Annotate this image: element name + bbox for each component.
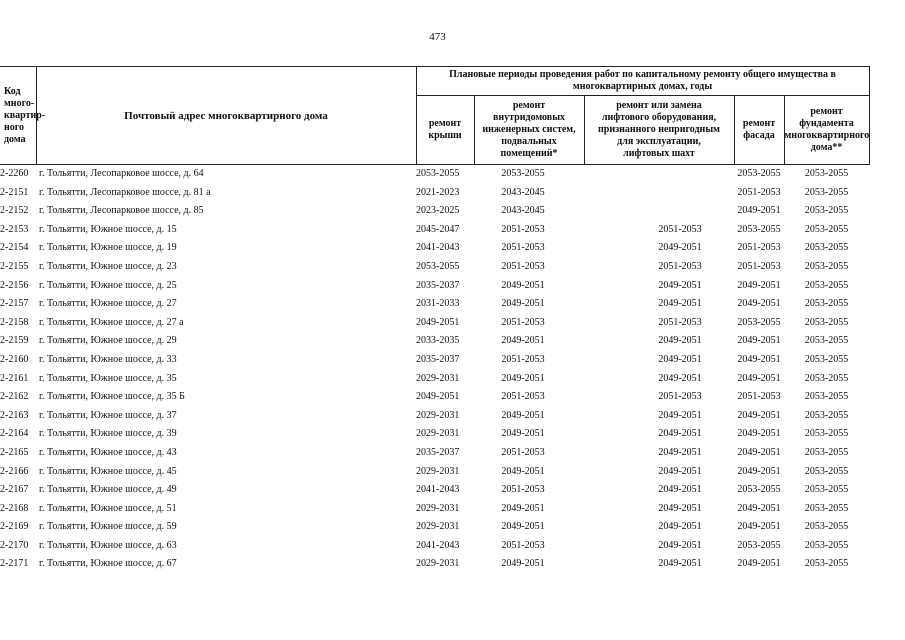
table-row xyxy=(0,239,869,258)
cell-elevator: 2049-2051 xyxy=(658,484,702,496)
cell-code: 2-2163 xyxy=(0,409,29,421)
header-line: подвальных xyxy=(501,136,557,147)
cell-address: г. Тольятти, Южное шоссе, д. 37 xyxy=(39,409,177,421)
header-line: ремонт xyxy=(810,106,843,117)
cell-facade: 2049-2051 xyxy=(737,205,781,217)
header-line: квартир- xyxy=(4,109,46,121)
header-line: фундамента xyxy=(799,118,854,129)
cell-code: 2-2151 xyxy=(0,186,29,198)
cell-foundation: 2053-2055 xyxy=(804,428,849,440)
cell-facade: 2051-2053 xyxy=(737,242,781,254)
cell-address: г. Тольятти, Южное шоссе, д. 67 xyxy=(39,558,177,570)
repair-schedule-table-wrap xyxy=(0,66,870,574)
cell-facade: 2049-2051 xyxy=(737,465,781,477)
cell-code: 2-2155 xyxy=(0,260,29,272)
table-row xyxy=(0,295,869,314)
header-facade-repair xyxy=(734,96,784,165)
cell-code: 2-2170 xyxy=(0,539,29,551)
cell-facade: 2053-2055 xyxy=(737,168,781,179)
table-row xyxy=(0,388,869,407)
cell-address: г. Тольятти, Южное шоссе, д. 39 xyxy=(39,428,177,440)
table-row xyxy=(0,277,869,296)
cell-systems: 2049-2051 xyxy=(501,558,545,570)
cell-address: г. Тольятти, Южное шоссе, д. 29 xyxy=(39,335,177,347)
cell-elevator: 2049-2051 xyxy=(658,298,702,310)
cell-code: 2-2156 xyxy=(0,279,29,291)
cell-foundation: 2053-2055 xyxy=(804,521,849,533)
cell-foundation: 2053-2055 xyxy=(804,316,849,328)
cell-foundation: 2053-2055 xyxy=(804,558,849,570)
cell-address: г. Тольятти, Южное шоссе, д. 63 xyxy=(39,539,177,551)
table-row xyxy=(0,221,869,240)
header-line: крыши xyxy=(428,130,462,141)
cell-foundation: 2053-2055 xyxy=(804,279,849,291)
table-row xyxy=(0,258,869,277)
header-line: внутридомовых xyxy=(492,112,566,123)
cell-roof: 2029-2031 xyxy=(416,465,460,477)
cell-address: г. Тольятти, Южное шоссе, д. 43 xyxy=(39,446,177,458)
cell-address: г. Тольятти, Южное шоссе, д. 35 xyxy=(39,372,177,384)
cell-foundation: 2053-2055 xyxy=(804,205,849,217)
cell-facade: 2053-2055 xyxy=(737,484,781,496)
table-row xyxy=(0,407,869,426)
cell-foundation: 2053-2055 xyxy=(804,465,849,477)
table-row xyxy=(0,314,869,333)
cell-code: 2-2154 xyxy=(0,242,29,254)
cell-address: г. Тольятти, Южное шоссе, д. 49 xyxy=(39,484,177,496)
cell-address: г. Тольятти, Лесопарковое шоссе, д. 85 xyxy=(39,205,204,217)
cell-foundation: 2053-2055 xyxy=(804,484,849,496)
cell-elevator: 2049-2051 xyxy=(658,428,702,440)
cell-elevator: 2051-2053 xyxy=(658,260,702,272)
cell-foundation: 2053-2055 xyxy=(804,335,849,347)
cell-facade: 2049-2051 xyxy=(737,521,781,533)
cell-foundation: 2053-2055 xyxy=(804,446,849,458)
cell-roof: 2023-2025 xyxy=(416,205,460,217)
cell-elevator: 2049-2051 xyxy=(658,335,702,347)
cell-foundation: 2053-2055 xyxy=(804,186,849,198)
table-row xyxy=(0,463,869,482)
cell-systems: 2051-2053 xyxy=(501,391,545,403)
cell-code: 2-2171 xyxy=(0,558,29,570)
cell-facade: 2049-2051 xyxy=(737,353,781,365)
cell-elevator: 2051-2053 xyxy=(658,223,702,235)
cell-elevator: 2049-2051 xyxy=(658,279,702,291)
cell-roof: 2049-2051 xyxy=(416,391,460,403)
cell-systems: 2053-2055 xyxy=(501,168,545,179)
cell-roof: 2029-2031 xyxy=(416,372,460,384)
header-line: лифтового оборудования, xyxy=(601,112,717,123)
header-line: для эксплуатации, xyxy=(617,136,701,147)
cell-roof: 2041-2043 xyxy=(416,539,460,551)
table-row xyxy=(0,500,869,519)
cell-code: 2-2165 xyxy=(0,446,29,458)
header-line: ремонт xyxy=(512,100,546,111)
cell-roof: 2035-2037 xyxy=(416,446,460,458)
cell-address: г. Тольятти, Южное шоссе, д. 23 xyxy=(39,260,177,272)
cell-code: 2-2166 xyxy=(0,465,29,477)
cell-elevator: 2049-2051 xyxy=(658,521,702,533)
cell-foundation: 2053-2055 xyxy=(804,260,849,272)
header-foundation-repair xyxy=(784,96,869,165)
cell-elevator xyxy=(584,165,734,184)
cell-address: г. Тольятти, Лесопарковое шоссе, д. 64 xyxy=(39,168,204,179)
cell-code: 2-2167 xyxy=(0,484,29,496)
cell-code: 2-2168 xyxy=(0,502,29,514)
cell-roof: 2029-2031 xyxy=(416,502,460,514)
header-systems-repair xyxy=(474,96,584,165)
cell-facade: 2049-2051 xyxy=(737,428,781,440)
cell-systems: 2051-2053 xyxy=(501,260,545,272)
cell-roof: 2021-2023 xyxy=(416,186,460,198)
cell-systems: 2049-2051 xyxy=(501,428,545,440)
cell-code: 2-2164 xyxy=(0,428,29,440)
cell-elevator: 2049-2051 xyxy=(658,446,702,458)
cell-elevator: 2049-2051 xyxy=(658,372,702,384)
cell-elevator: 2051-2053 xyxy=(658,391,702,403)
cell-address: г. Тольятти, Южное шоссе, д. 35 Б xyxy=(39,391,185,403)
cell-elevator: 2049-2051 xyxy=(658,409,702,421)
cell-address: г. Тольятти, Южное шоссе, д. 33 xyxy=(39,353,177,365)
cell-facade: 2051-2053 xyxy=(737,186,781,198)
header-line: Плановые периоды проведения работ по капитальному ремонту общего имущества в xyxy=(449,69,836,80)
table-row xyxy=(0,481,869,500)
cell-foundation: 2053-2055 xyxy=(804,502,849,514)
cell-roof: 2041-2043 xyxy=(416,242,460,254)
cell-roof: 2029-2031 xyxy=(416,428,460,440)
table-row xyxy=(0,444,869,463)
cell-facade: 2049-2051 xyxy=(737,335,781,347)
cell-code: 2-2162 xyxy=(0,391,29,403)
header-line: многоквартирного xyxy=(784,130,870,141)
table-row xyxy=(0,165,869,184)
header-line: Код xyxy=(4,85,21,97)
table-row xyxy=(0,518,869,537)
cell-code: 2-2159 xyxy=(0,335,29,347)
cell-elevator: 2049-2051 xyxy=(658,558,702,570)
cell-code: 2-2157 xyxy=(0,298,29,310)
cell-facade: 2049-2051 xyxy=(737,502,781,514)
cell-systems: 2051-2053 xyxy=(501,316,545,328)
header-line: ремонт xyxy=(742,118,776,129)
cell-facade: 2049-2051 xyxy=(737,372,781,384)
cell-roof: 2035-2037 xyxy=(416,353,460,365)
cell-code: 2-2161 xyxy=(0,372,29,384)
cell-roof: 2041-2043 xyxy=(416,484,460,496)
header-line: многоквартирных домах, годы xyxy=(572,81,713,92)
table-row xyxy=(0,555,869,574)
header-line: помещений* xyxy=(500,148,558,159)
repair-schedule-table xyxy=(0,66,870,574)
cell-facade: 2053-2055 xyxy=(737,539,781,551)
cell-roof: 2029-2031 xyxy=(416,558,460,570)
table-row xyxy=(0,425,869,444)
cell-address: г. Тольятти, Южное шоссе, д. 45 xyxy=(39,465,177,477)
table-row xyxy=(0,351,869,370)
header-elevator-repair xyxy=(584,96,734,165)
cell-foundation: 2053-2055 xyxy=(804,223,849,235)
cell-roof: 2029-2031 xyxy=(416,409,460,421)
cell-address: г. Тольятти, Южное шоссе, д. 25 xyxy=(39,279,177,291)
cell-code: 2-2169 xyxy=(0,521,29,533)
cell-foundation: 2053-2055 xyxy=(804,168,849,179)
cell-systems: 2049-2051 xyxy=(501,502,545,514)
cell-systems: 2051-2053 xyxy=(501,242,545,254)
cell-foundation: 2053-2055 xyxy=(804,298,849,310)
header-code xyxy=(0,67,46,165)
cell-systems: 2049-2051 xyxy=(501,372,545,384)
cell-code: 2-2160 xyxy=(0,353,29,365)
cell-systems: 2049-2051 xyxy=(501,279,545,291)
cell-address: г. Тольятти, Южное шоссе, д. 15 xyxy=(39,223,177,235)
cell-elevator xyxy=(584,202,734,221)
table-row xyxy=(0,202,869,221)
header-line: ного xyxy=(4,121,25,133)
cell-foundation: 2053-2055 xyxy=(804,372,849,384)
table-row xyxy=(0,537,869,556)
table-row xyxy=(0,370,869,389)
header-line: много- xyxy=(4,97,35,109)
cell-foundation: 2053-2055 xyxy=(804,539,849,551)
cell-address: г. Тольятти, Южное шоссе, д. 27 xyxy=(39,298,177,310)
header-line: ремонт или замена xyxy=(616,100,702,111)
cell-roof: 2031-2033 xyxy=(416,298,460,310)
cell-roof: 2049-2051 xyxy=(416,316,460,328)
cell-elevator: 2049-2051 xyxy=(658,502,702,514)
cell-systems: 2043-2045 xyxy=(501,186,545,198)
cell-facade: 2049-2051 xyxy=(737,409,781,421)
cell-systems: 2049-2051 xyxy=(501,335,545,347)
table-header xyxy=(0,67,869,165)
cell-facade: 2051-2053 xyxy=(737,391,781,403)
cell-systems: 2051-2053 xyxy=(501,223,545,235)
cell-address: г. Тольятти, Южное шоссе, д. 19 xyxy=(39,242,177,254)
table-body xyxy=(0,165,869,575)
cell-address: г. Тольятти, Южное шоссе, д. 51 xyxy=(39,502,177,514)
cell-code: 2-2260 xyxy=(0,168,29,179)
cell-roof: 2033-2035 xyxy=(416,335,460,347)
cell-roof: 2045-2047 xyxy=(416,223,460,235)
header-line: ремонт xyxy=(428,118,462,129)
table-row xyxy=(0,332,869,351)
cell-elevator: 2049-2051 xyxy=(658,353,702,365)
cell-facade: 2053-2055 xyxy=(737,316,781,328)
header-roof-repair xyxy=(416,96,474,165)
cell-roof: 2029-2031 xyxy=(416,521,460,533)
cell-facade: 2049-2051 xyxy=(737,279,781,291)
cell-code: 2-2158 xyxy=(0,316,29,328)
cell-address: г. Тольятти, Лесопарковое шоссе, д. 81 а xyxy=(39,186,211,198)
cell-systems: 2051-2053 xyxy=(501,353,545,365)
cell-facade: 2049-2051 xyxy=(737,446,781,458)
cell-foundation: 2053-2055 xyxy=(804,391,849,403)
cell-roof: 2053-2055 xyxy=(416,168,460,179)
header-line: дома xyxy=(4,133,26,145)
cell-facade: 2051-2053 xyxy=(737,260,781,272)
cell-code: 2-2152 xyxy=(0,205,29,217)
cell-address: г. Тольятти, Южное шоссе, д. 27 а xyxy=(39,316,184,328)
cell-systems: 2051-2053 xyxy=(501,539,545,551)
cell-facade: 2053-2055 xyxy=(737,223,781,235)
cell-foundation: 2053-2055 xyxy=(804,242,849,254)
cell-systems: 2049-2051 xyxy=(501,298,545,310)
cell-foundation: 2053-2055 xyxy=(804,409,849,421)
header-line: фасада xyxy=(743,130,775,141)
cell-systems: 2049-2051 xyxy=(501,465,545,477)
header-line: дома** xyxy=(810,142,843,153)
cell-systems: 2043-2045 xyxy=(501,205,545,217)
cell-foundation: 2053-2055 xyxy=(804,353,849,365)
header-line: признанного непригодным xyxy=(598,124,720,135)
table-row xyxy=(0,184,869,203)
cell-facade: 2049-2051 xyxy=(737,558,781,570)
cell-elevator: 2049-2051 xyxy=(658,465,702,477)
cell-systems: 2051-2053 xyxy=(501,484,545,496)
cell-elevator xyxy=(584,184,734,203)
cell-facade: 2049-2051 xyxy=(737,298,781,310)
cell-address: г. Тольятти, Южное шоссе, д. 59 xyxy=(39,521,177,533)
cell-elevator: 2051-2053 xyxy=(658,316,702,328)
header-line: лифтовых шахт xyxy=(623,148,695,159)
cell-roof: 2053-2055 xyxy=(416,260,460,272)
cell-elevator: 2049-2051 xyxy=(658,242,702,254)
cell-roof: 2035-2037 xyxy=(416,279,460,291)
cell-code: 2-2153 xyxy=(0,223,29,235)
cell-elevator: 2049-2051 xyxy=(658,539,702,551)
cell-systems: 2051-2053 xyxy=(501,446,545,458)
header-address: Почтовый адрес многоквартирного дома xyxy=(36,67,416,165)
cell-systems: 2049-2051 xyxy=(501,409,545,421)
header-line: инженерных систем, xyxy=(482,124,576,135)
page-number: 473 xyxy=(429,31,446,43)
header-planned-periods xyxy=(416,67,869,96)
cell-systems: 2049-2051 xyxy=(501,521,545,533)
